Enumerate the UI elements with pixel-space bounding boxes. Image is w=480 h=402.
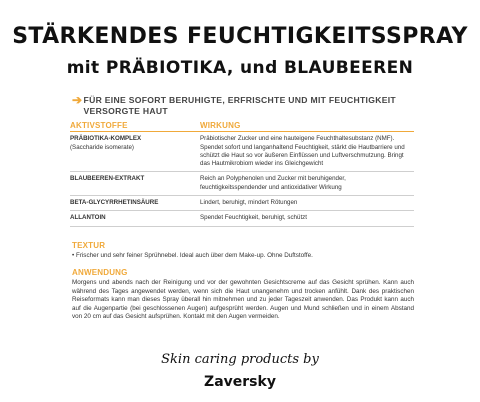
- benefit-subheading: [72, 95, 412, 117]
- product-subtitle: mit PRÄBIOTIKA, und BLAUBEEREN: [66, 58, 414, 78]
- textur-text-content: Frischer und sehr feiner Sprühnebel. Ideal auch über dem Make-up. Ohne Duftstoffe.: [75, 252, 313, 259]
- ingredient-effect: Lindert, beruhigt, mindert Rötungen: [200, 196, 414, 211]
- ingredient-effect: Spendet Feuchtigkeit, beruhigt, schützt: [200, 211, 414, 226]
- product-title: STÄRKENDES FEUCHTIGKEITSSPRAY: [12, 24, 468, 49]
- benefit-subheading-text: FÜR EINE SOFORT BERUHIGTE, ERFRISCHTE UND MIT FEUCHTIGKEIT VERSORGTE HAUT: [83, 95, 396, 116]
- ingredient-name: BLAUBEEREN-EXTRAKT: [70, 172, 200, 196]
- table-row: [70, 211, 414, 226]
- footer-tagline: Skin caring products by: [161, 352, 319, 367]
- ingredient-name-text: PRÄBIOTIKA-KOMPLEX: [70, 135, 142, 143]
- table-row: [70, 196, 414, 211]
- column-header-aktivstoffe: AKTIVSTOFFE: [70, 122, 200, 132]
- arrow-right-icon: ➔: [72, 93, 83, 107]
- bullet-icon: •: [72, 252, 76, 259]
- ingredient-name: BETA-GLYCYRRHETINSÄURE: [70, 196, 200, 211]
- table-row: [70, 132, 414, 172]
- textur-text: [72, 252, 412, 259]
- ingredient-inci: (Saccharide isomerate): [70, 143, 134, 151]
- ingredients-table: [70, 122, 414, 227]
- anwendung-text: Morgens und abends nach der Reinigung und vor der gewohnten Gesichtscreme auf das Gesicht sprühen. Kann auch während des Tages angewendet werden, wenn sich die Haut unangenehm und trocken anfühlt. Dank des praktischen Reiseformats kann man dieses Spray überall hin mitnehmen und zu jeder Tageszeit anwenden. Das Produkt kann auch auf die Augenpartie (bei geschlossenen Augen) aufgesprüht werden. Augen und Mund schließen und in einem Abstand von 20 cm auf das Gesicht aufsprühen. Kontakt mit den Augen vermeiden.: [72, 279, 414, 321]
- ingredient-name: ALLANTOIN: [70, 211, 200, 226]
- textur-heading: TEXTUR: [72, 241, 106, 250]
- anwendung-heading: ANWENDUNG: [72, 268, 128, 277]
- ingredient-effect: Reich an Polyphenolen und Zucker mit beruhigender, feuchtigkeitsspendender und antioxidativer Wirkung: [200, 172, 414, 196]
- ingredient-effect: Präbiotischer Zucker und eine hauteigene Feuchthaltesubstanz (NMF). Spendet sofort und langanhaltend Feuchtigkeit, stärkt die Hautbarriere und schützt die Haut so vor äußeren Einflüssen und Luftverschmutzung. Bringt das Hautmikrobiom wieder ins Gleichgewicht: [200, 132, 414, 172]
- table-row: [70, 172, 414, 196]
- table-header-row: [70, 122, 414, 132]
- brand-name: Zaversky: [204, 374, 276, 390]
- ingredient-name: [70, 132, 200, 172]
- column-header-wirkung: WIRKUNG: [200, 122, 414, 132]
